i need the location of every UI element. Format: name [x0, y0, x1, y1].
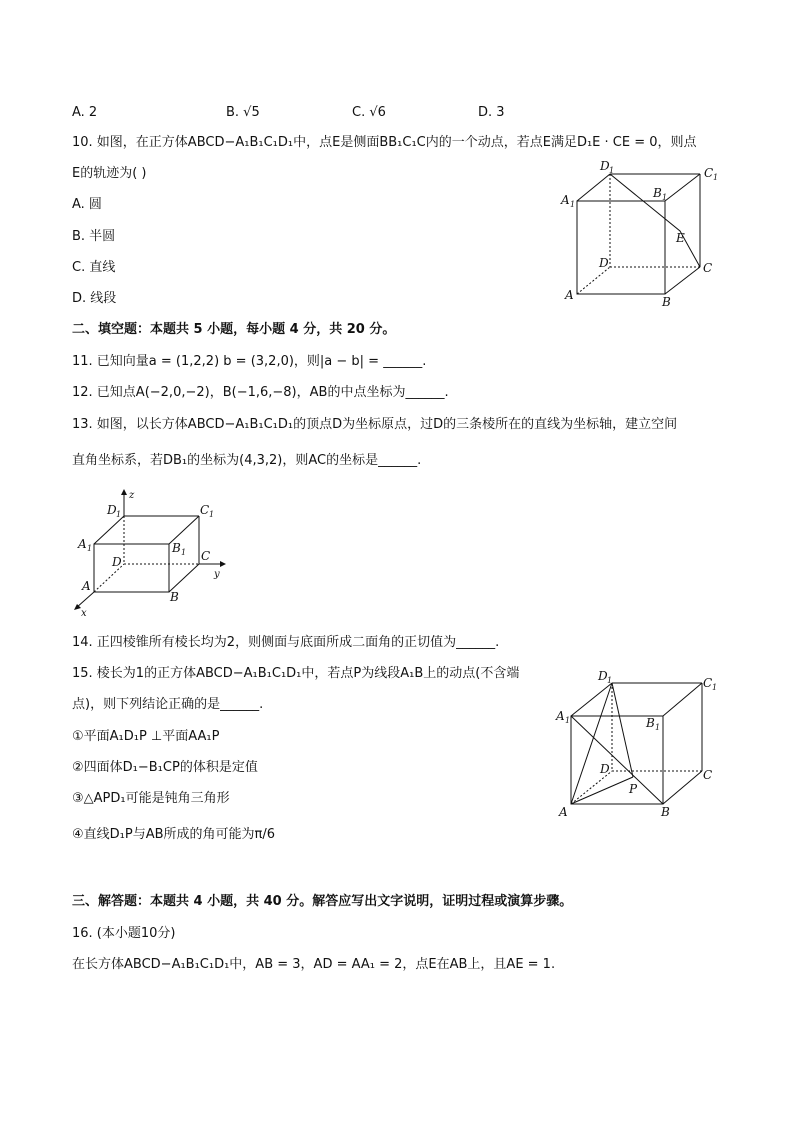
q10-label-a: A — [565, 288, 574, 302]
q13-label-d: D — [112, 555, 122, 569]
q10-label-b: B — [662, 295, 671, 309]
section2-title: 二、填空题：本题共 5 小题，每小题 4 分，共 20 分。 — [72, 322, 396, 337]
q15-label-d1: D — [598, 669, 608, 683]
svg-text:1: 1 — [565, 716, 571, 725]
svg-text:1: 1 — [655, 723, 661, 732]
svg-text:1: 1 — [662, 193, 668, 202]
q10-label-c1: C — [704, 166, 714, 180]
q12-text: 12. 已知点A(−2,0,−2)，B(−1,6,−8)，AB的中点坐标为______. — [72, 385, 449, 400]
q10-stem-line2: E的轨迹为( ) — [72, 166, 147, 181]
q15-label-p: P — [629, 782, 638, 796]
q11-text: 11. 已知向量a = (1,2,2) b = (3,2,0)，则|a − b| = ______. — [72, 354, 427, 369]
q10-label-d1: D — [600, 159, 610, 173]
q13-label-a: A — [82, 579, 91, 593]
section3-title: 三、解答题：本题共 4 小题，共 40 分。解答应写出文字说明，证明过程或演算步骤。 — [72, 894, 573, 909]
q15-stem-line1: 15. 棱长为1的正方体ABCD−A₁B₁C₁D₁中，若点P为线段A₁B上的动点(不含端 — [72, 666, 520, 681]
q10-cube-figure — [555, 155, 725, 310]
q10-option-c: C. 直线 — [72, 260, 116, 275]
q13-label-b: B — [170, 590, 179, 604]
q10-label-b1: B — [653, 186, 662, 200]
svg-text:1: 1 — [713, 173, 719, 182]
q15-statement-4: ④直线D₁P与AB所成的角可能为π/6 — [72, 827, 276, 842]
q16-header: 16. (本小题10分) — [72, 926, 176, 941]
q13-stem-line2: 直角坐标系，若DB₁的坐标为(4,3,2)，则AC的坐标是______. — [72, 453, 422, 468]
q10-option-d: D. 线段 — [72, 291, 117, 306]
q13-box-figure — [72, 488, 232, 618]
q15-statement-3: ③△APD₁可能是钝角三角形 — [72, 791, 230, 806]
q15-label-a: A — [559, 805, 568, 819]
q10-option-b: B. 半圆 — [72, 229, 116, 244]
q13-axis-y: y — [214, 569, 220, 580]
q10-label-d: D — [599, 256, 609, 270]
q15-statement-2: ②四面体D₁−B₁CP的体积是定值 — [72, 760, 258, 775]
q9-option-a: A. 2 — [72, 105, 98, 120]
q13-axis-x: x — [81, 608, 87, 619]
svg-text:1: 1 — [181, 548, 187, 557]
svg-text:1: 1 — [570, 200, 576, 209]
q15-label-c: C — [703, 768, 713, 782]
q9-option-b: B. √5 — [226, 105, 260, 120]
q9-option-d: D. 3 — [478, 105, 505, 120]
svg-text:1: 1 — [712, 683, 718, 692]
q13-axis-z: z — [129, 490, 135, 501]
q10-stem-line1: 10. 如图，在正方体ABCD−A₁B₁C₁D₁中，点E是侧面BB₁C₁C内的一个动点，若点E满足D₁E · CE = 0，则点 — [72, 135, 697, 150]
q15-stem-line2: 点)，则下列结论正确的是______. — [72, 697, 264, 712]
q13-stem-line1: 13. 如图，以长方体ABCD−A₁B₁C₁D₁的顶点D为坐标原点，过D的三条棱所在的直线为坐标轴，建立空间 — [72, 417, 678, 432]
q14-text: 14. 正四棱锥所有棱长均为2，则侧面与底面所成二面角的正切值为______. — [72, 635, 500, 650]
svg-text:1: 1 — [87, 544, 93, 553]
q10-option-a: A. 圆 — [72, 197, 102, 212]
q13-label-c: C — [201, 549, 211, 563]
q9-option-c: C. √6 — [352, 105, 386, 120]
q15-label-d: D — [600, 762, 610, 776]
svg-text:1: 1 — [609, 166, 615, 175]
q15-label-a1: A — [556, 709, 565, 723]
q15-statement-1: ①平面A₁D₁P ⊥平面AA₁P — [72, 729, 220, 744]
svg-text:1: 1 — [209, 510, 215, 519]
q16-text: 在长方体ABCD−A₁B₁C₁D₁中，AB = 3，AD = AA₁ = 2，点E在AB上，且AE = 1. — [72, 957, 556, 972]
q13-label-c1: C — [200, 503, 210, 517]
q15-cube-figure — [553, 667, 728, 822]
q15-label-b1: B — [646, 716, 655, 730]
q13-label-a1: A — [78, 537, 87, 551]
q13-label-b1: B — [172, 541, 181, 555]
q15-label-c1: C — [703, 676, 713, 690]
svg-text:1: 1 — [607, 676, 613, 685]
q13-label-d1: D — [107, 503, 117, 517]
q10-label-c: C — [703, 261, 713, 275]
q10-label-a1: A — [561, 193, 570, 207]
q15-label-b: B — [661, 805, 670, 819]
q10-label-e: E — [676, 231, 685, 245]
svg-text:1: 1 — [116, 510, 122, 519]
